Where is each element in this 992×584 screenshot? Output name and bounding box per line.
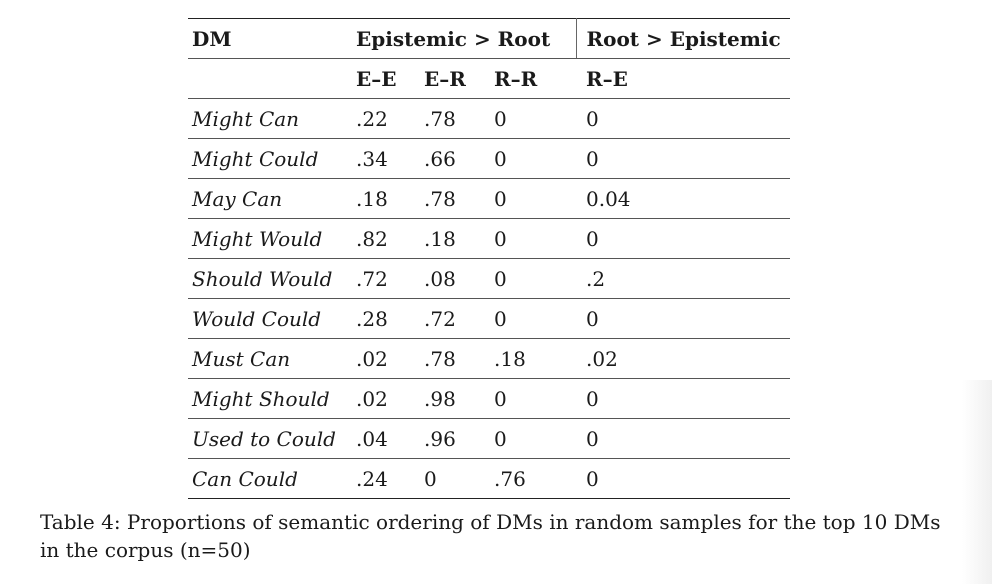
table-row [188, 459, 790, 499]
table-row [188, 219, 790, 259]
header-er: E–R [424, 59, 494, 99]
dm-cell: Must Can [192, 346, 291, 371]
proportions-table-container [188, 18, 790, 499]
re-cell: 0 [586, 426, 599, 451]
ee-cell: .82 [356, 226, 388, 251]
table-row [188, 339, 790, 379]
rr-cell: 0 [494, 306, 507, 331]
edge-shadow [962, 380, 992, 584]
re-cell: 0 [586, 466, 599, 491]
re-cell: 0 [586, 146, 599, 171]
header-rr: R–R [494, 59, 576, 99]
re-cell: 0.04 [586, 186, 631, 211]
table-row [188, 259, 790, 299]
er-cell: .72 [424, 306, 456, 331]
ee-cell: .24 [356, 466, 388, 491]
dm-cell: Might Could [192, 146, 319, 171]
header-re: R–E [576, 59, 790, 99]
er-cell: .78 [424, 346, 456, 371]
dm-cell: Might Can [192, 106, 300, 131]
table-row [188, 299, 790, 339]
re-cell: .02 [586, 346, 618, 371]
header-epistemic-root: Epistemic > Root [350, 19, 576, 59]
rr-cell: .76 [494, 466, 526, 491]
header-ee: E–E [350, 59, 424, 99]
proportions-table [188, 18, 790, 499]
dm-cell: Can Could [192, 466, 298, 491]
re-cell: 0 [586, 386, 599, 411]
rr-cell: 0 [494, 186, 507, 211]
rr-cell: 0 [494, 226, 507, 251]
ee-cell: .04 [356, 426, 388, 451]
table-row [188, 99, 790, 139]
ee-cell: .34 [356, 146, 388, 171]
dm-cell: Used to Could [192, 426, 336, 451]
dm-cell: Might Would [192, 226, 323, 251]
header-row-groups [188, 19, 790, 59]
header-row-orders [188, 59, 790, 99]
rr-cell: 0 [494, 146, 507, 171]
table-caption: Table 4: Proportions of semantic ordering of DMs in random samples for the top 10 DMs in the corpus (n=50) [40, 510, 941, 562]
table-row [188, 139, 790, 179]
er-cell: .08 [424, 266, 456, 291]
dm-cell: May Can [192, 186, 283, 211]
ee-cell: .02 [356, 386, 388, 411]
er-cell: .96 [424, 426, 456, 451]
ee-cell: .28 [356, 306, 388, 331]
er-cell: .78 [424, 186, 456, 211]
rr-cell: 0 [494, 266, 507, 291]
ee-cell: .22 [356, 106, 388, 131]
ee-cell: .18 [356, 186, 388, 211]
rr-cell: .18 [494, 346, 526, 371]
er-cell: .98 [424, 386, 456, 411]
header-root-epistemic: Root > Epistemic [576, 19, 790, 59]
er-cell: .18 [424, 226, 456, 251]
rr-cell: 0 [494, 106, 507, 131]
re-cell: 0 [586, 306, 599, 331]
re-cell: .2 [586, 266, 606, 291]
rr-cell: 0 [494, 426, 507, 451]
er-cell: .66 [424, 146, 456, 171]
re-cell: 0 [586, 226, 599, 251]
rr-cell: 0 [494, 386, 507, 411]
table-row [188, 179, 790, 219]
dm-cell: Might Should [192, 386, 330, 411]
ee-cell: .02 [356, 346, 388, 371]
er-cell: 0 [424, 466, 437, 491]
dm-cell: Would Could [192, 306, 322, 331]
header-dm: DM [188, 19, 350, 59]
header-empty [188, 59, 350, 99]
table-row [188, 419, 790, 459]
re-cell: 0 [586, 106, 599, 131]
dm-cell: Should Would [192, 266, 333, 291]
table-row [188, 379, 790, 419]
er-cell: .78 [424, 106, 456, 131]
ee-cell: .72 [356, 266, 388, 291]
